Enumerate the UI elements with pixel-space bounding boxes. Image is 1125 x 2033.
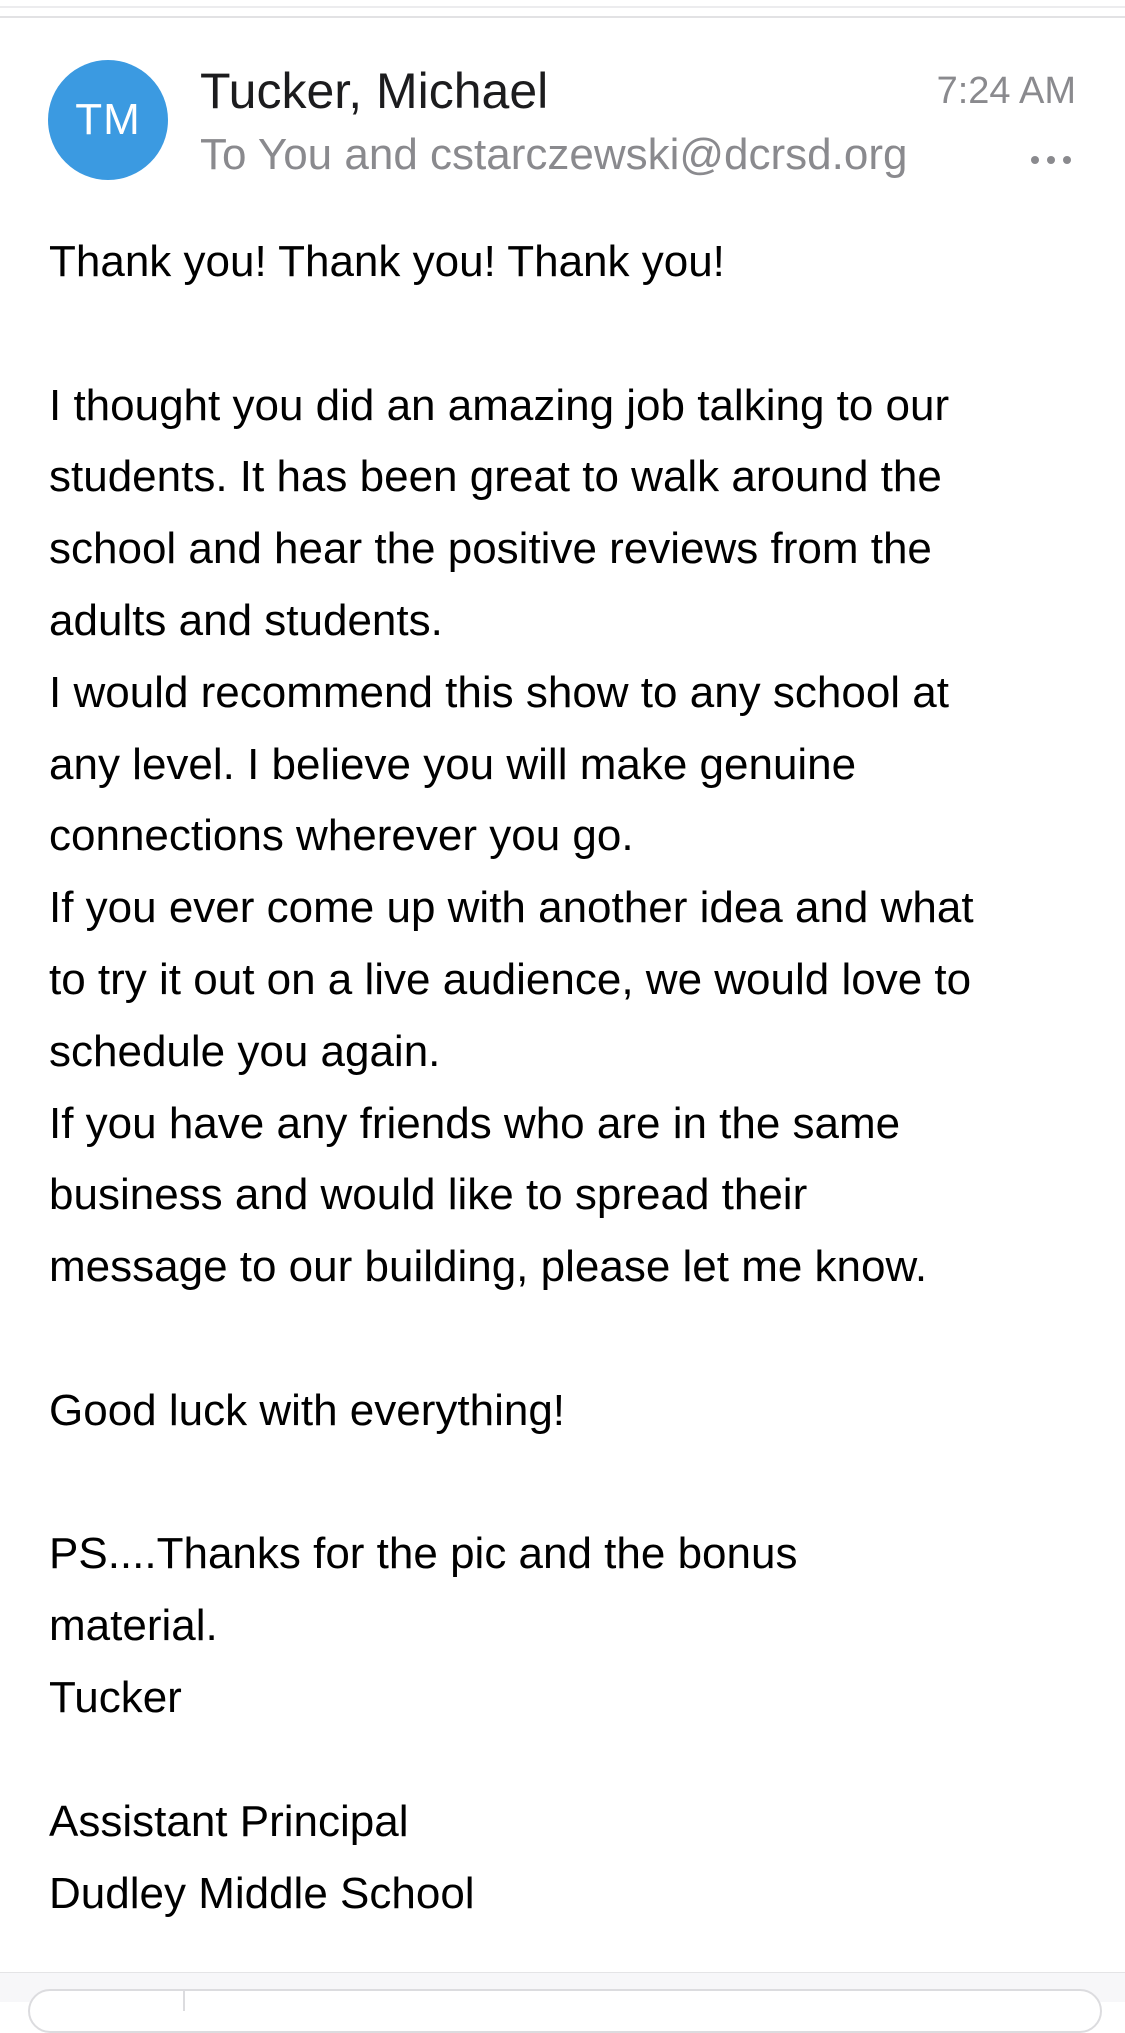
blank-line bbox=[49, 1734, 1089, 1786]
sender-name[interactable]: Tucker, Michael bbox=[200, 63, 549, 119]
bottom-toolbar bbox=[0, 1972, 1125, 2002]
sign-off-name: Tucker bbox=[49, 1672, 182, 1722]
more-dot bbox=[1031, 156, 1039, 164]
ps-line: material. bbox=[49, 1601, 218, 1651]
ps-line: PS....Thanks for the pic and the bonus bbox=[49, 1529, 798, 1579]
body-line: to try it out on a live audience, we would love to bbox=[49, 954, 972, 1004]
more-dot bbox=[1047, 156, 1055, 164]
message-body bbox=[49, 226, 1089, 1929]
signature-title: Assistant Principal bbox=[49, 1796, 409, 1846]
body-line: students. It has been great to walk around the bbox=[49, 452, 942, 502]
body-line: adults and students. bbox=[49, 595, 443, 645]
more-dot bbox=[1063, 156, 1071, 164]
body-line: message to our building, please let me know. bbox=[49, 1242, 928, 1292]
good-luck-line: Good luck with everything! bbox=[49, 1385, 566, 1435]
body-line: any level. I believe you will make genuine bbox=[49, 739, 857, 789]
reply-field[interactable] bbox=[28, 1989, 1102, 2033]
body-line: business and would like to spread their bbox=[49, 1170, 808, 1220]
recipients-line[interactable]: To You and cstarczewski@dcrsd.org bbox=[200, 130, 908, 179]
message-header bbox=[0, 16, 1125, 206]
body-line: connections wherever you go. bbox=[49, 811, 634, 861]
body-line: If you ever come up with another idea and what bbox=[49, 883, 974, 933]
blank-line bbox=[49, 298, 1089, 370]
sender-avatar[interactable] bbox=[48, 60, 168, 180]
body-line: schedule you again. bbox=[49, 1026, 441, 1076]
body-line: I thought you did an amazing job talking to our bbox=[49, 380, 950, 430]
body-line: If you have any friends who are in the same bbox=[49, 1098, 901, 1148]
more-horizontal-icon[interactable] bbox=[1031, 154, 1071, 166]
message-time: 7:24 AM bbox=[936, 70, 1076, 112]
greeting-line: Thank you! Thank you! Thank you! bbox=[49, 237, 725, 286]
signature-school: Dudley Middle School bbox=[49, 1868, 475, 1918]
avatar-initials: TM bbox=[75, 95, 141, 144]
blank-line bbox=[49, 1447, 1089, 1519]
body-line: I would recommend this show to any school at bbox=[49, 667, 950, 717]
body-line: school and hear the positive reviews from the bbox=[49, 524, 932, 574]
blank-line bbox=[49, 1303, 1089, 1375]
toolbar-divider bbox=[183, 1991, 185, 2011]
